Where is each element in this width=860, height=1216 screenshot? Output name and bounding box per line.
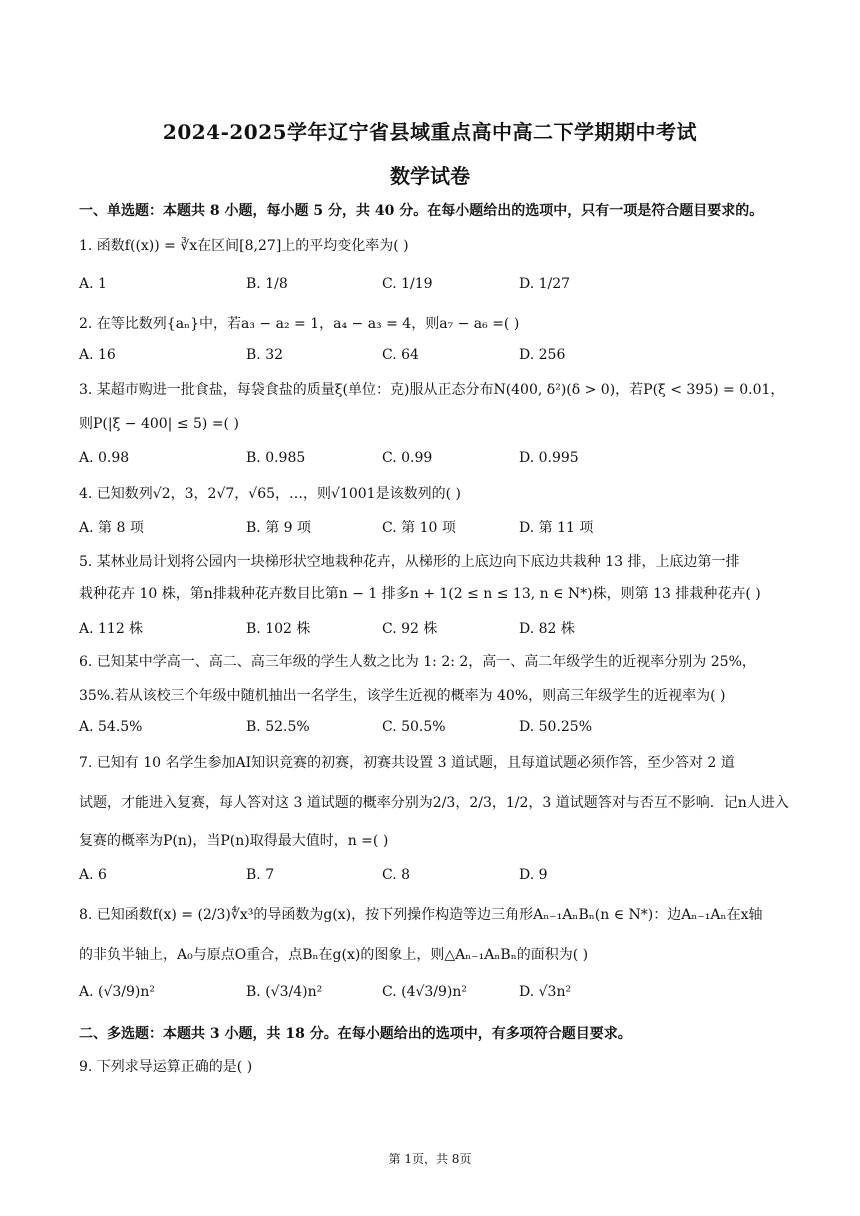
question-9-stem: 9. 下列求导运算正确的是( ) — [79, 1059, 253, 1075]
question-8-stem-line-2: 的非负半轴上，A₀与原点O重合，点Bₙ在g(x)的图象上，则△Aₙ₋₁AₙBₙ的面积为( ) — [79, 947, 589, 963]
option-b: B. 52.5% — [246, 719, 310, 735]
option-b: B. 7 — [246, 867, 275, 883]
question-4-stem: 4. 已知数列√2，3，2√7，√65，…，则√1001是该数列的( ) — [79, 486, 461, 502]
option-c: C. 1/19 — [382, 276, 433, 292]
question-2-options — [79, 347, 799, 367]
option-b: B. (√3/4)n² — [246, 984, 323, 1000]
option-a: A. (√3/9)n² — [79, 984, 156, 1000]
question-1-options — [79, 276, 799, 296]
section-2-heading: 二、多选题：本题共 3 小题，共 18 分。在每小题给出的选项中，有多项符合题目要求。 — [79, 1026, 632, 1042]
question-7-stem-line-2: 试题，才能进入复赛，每人答对这 3 道试题的概率分别为2/3，2/3，1/2，3 道试题答对与否互不影响．记n人进入 — [79, 795, 789, 811]
question-7-options — [79, 867, 799, 887]
option-c: C. 50.5% — [382, 719, 446, 735]
question-3-stem-line-2: 则P(|ξ − 400| ≤ 5) =( ) — [79, 416, 239, 432]
question-2-stem: 2. 在等比数列{aₙ}中，若a₃ − a₂ = 1，a₄ − a₃ = 4，则a₇ − a₆ =( ) — [79, 316, 520, 332]
option-a: A. 0.98 — [79, 450, 130, 466]
option-d: D. 256 — [519, 347, 566, 363]
option-d: D. 50.25% — [519, 719, 593, 735]
option-d: D. √3n² — [519, 984, 572, 1000]
option-d: D. 82 株 — [519, 621, 575, 637]
option-b: B. 102 株 — [246, 621, 311, 637]
option-b: B. 第 9 项 — [246, 520, 311, 536]
option-a: A. 1 — [79, 276, 107, 292]
question-8-stem-line-1: 8. 已知函数f(x) = (2/3)∜x³的导函数为g(x)，按下列操作构造等边三角形Aₙ₋₁AₙBₙ(n ∈ N*)：边Aₙ₋₁Aₙ在x轴 — [79, 907, 763, 923]
question-7-stem-line-1: 7. 已知有 10 名学生参加AI知识竞赛的初赛，初赛共设置 3 道试题，且每道试题必须作答，至少答对 2 道 — [79, 755, 735, 771]
option-a: A. 16 — [79, 347, 116, 363]
question-6-options — [79, 719, 799, 739]
option-d: D. 1/27 — [519, 276, 571, 292]
option-b: B. 32 — [246, 347, 284, 363]
question-6-stem-line-2: 35%.若从该校三个年级中随机抽出一名学生，该学生近视的概率为 40%，则高三年级学生的近视率为( ) — [79, 688, 726, 704]
option-c: C. 0.99 — [382, 450, 433, 466]
question-8-options — [79, 984, 799, 1004]
option-a: A. 54.5% — [79, 719, 143, 735]
question-5-stem-line-1: 5. 某林业局计划将公园内一块梯形状空地栽种花卉，从梯形的上底边向下底边共栽种 13 排，上底边第一排 — [79, 554, 740, 570]
option-b: B. 0.985 — [246, 450, 306, 466]
option-a: A. 第 8 项 — [79, 520, 144, 536]
option-a: A. 6 — [79, 867, 107, 883]
option-c: C. 第 10 项 — [382, 520, 456, 536]
question-7-stem-line-3: 复赛的概率为P(n)，当P(n)取得最大值时，n =( ) — [79, 833, 389, 849]
question-1-stem: 1. 函数f((x)) = ∛x在区间[8,27]上的平均变化率为( ) — [79, 238, 409, 254]
question-3-options — [79, 450, 799, 470]
option-c: C. 64 — [382, 347, 419, 363]
option-d: D. 9 — [519, 867, 548, 883]
option-a: A. 112 株 — [79, 621, 144, 637]
page-footer: 第 1页，共 8页 — [388, 1152, 472, 1166]
option-c: C. (4√3/9)n² — [382, 984, 468, 1000]
option-b: B. 1/8 — [246, 276, 288, 292]
exam-title: 2024-2025学年辽宁省县域重点高中高二下学期期中考试 — [162, 120, 698, 144]
question-4-options — [79, 517, 799, 537]
section-1-heading: 一、单选题：本题共 8 小题，每小题 5 分，共 40 分。在每小题给出的选项中，只有一项是符合题目要求的。 — [79, 203, 764, 219]
option-c: C. 92 株 — [382, 621, 438, 637]
question-5-stem-line-2: 栽种花卉 10 株，第n排栽种花卉数目比第n − 1 排多n + 1(2 ≤ n ≤ 13, n ∈ N*)株，则第 13 排栽种花卉( ) — [79, 586, 761, 602]
option-d: D. 0.995 — [519, 450, 579, 466]
option-d: D. 第 11 项 — [519, 520, 594, 536]
exam-subtitle: 数学试卷 — [390, 164, 470, 188]
question-3-stem-line-1: 3. 某超市购进一批食盐，每袋食盐的质量ξ(单位：克)服从正态分布N(400, δ²)(δ > 0)，若P(ξ < 395) = 0.01， — [79, 382, 785, 398]
option-c: C. 8 — [382, 867, 411, 883]
question-5-options — [79, 618, 799, 638]
question-6-stem-line-1: 6. 已知某中学高一、高二、高三年级的学生人数之比为 1: 2: 2，高一、高二年级学生的近视率分别为 25%， — [79, 654, 756, 670]
